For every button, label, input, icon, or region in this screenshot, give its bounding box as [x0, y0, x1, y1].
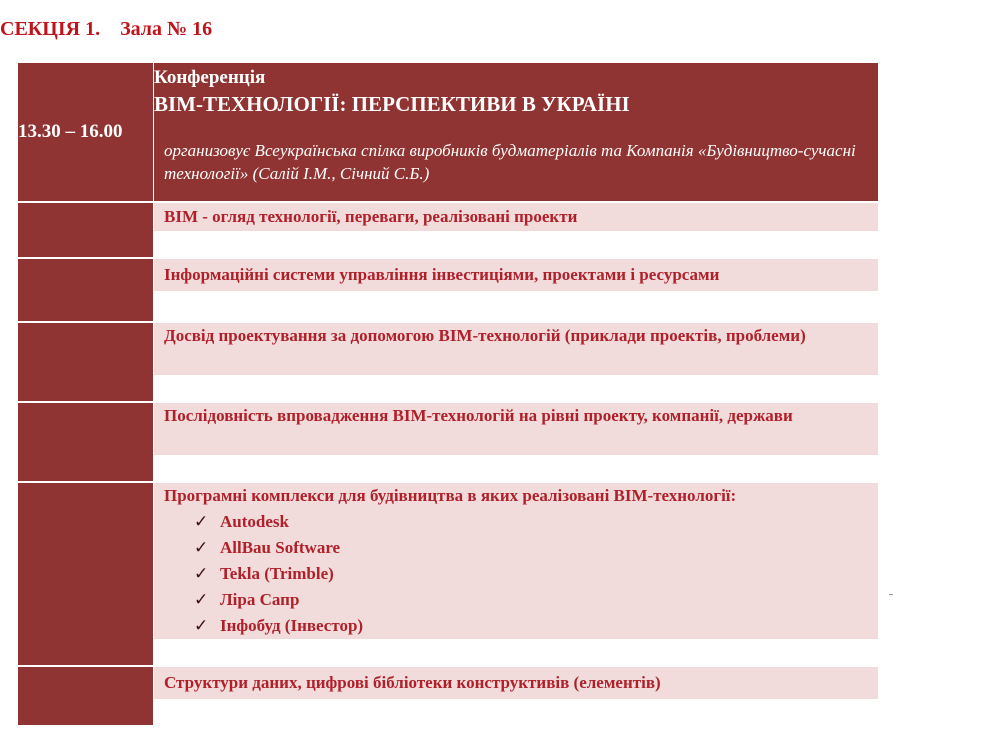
check-icon: ✓ — [194, 616, 209, 635]
check-icon: ✓ — [194, 512, 209, 531]
time-cell — [18, 203, 153, 257]
topic-text: Послідовність впровадження ВІМ-технологій на рівні проекту, компанії, держави — [164, 406, 793, 425]
organizer-note: организовує Всеукраїнська спілка виробників будматеріалів та Компанія «Будівництво-сучасні технології» (Салій І.М., Січний С.Б.) — [164, 141, 856, 183]
software-name: Autodesk — [220, 512, 289, 531]
conference-header — [154, 63, 878, 201]
topic-text: Структури даних, цифрові бібліотеки конструктивів (елементів) — [164, 673, 661, 692]
time-cell — [18, 483, 153, 665]
software-name: Інфобуд (Інвестор) — [220, 616, 364, 635]
time-cell — [18, 323, 153, 401]
topic-row — [154, 259, 878, 291]
check-icon: ✓ — [194, 590, 209, 609]
decorative-dash — [889, 594, 893, 595]
software-list — [164, 509, 868, 639]
program-table — [18, 63, 878, 725]
software-name: Ліра Сапр — [220, 590, 300, 609]
time-cell — [18, 259, 153, 321]
topic-row — [154, 203, 878, 231]
time-cell — [18, 63, 153, 201]
section-title: СЕКЦІЯ 1. Зала № 16 — [0, 18, 213, 40]
topic-row — [154, 483, 878, 639]
list-item — [194, 535, 868, 561]
time-cell — [18, 667, 153, 725]
session-time: 13.30 – 16.00 — [18, 121, 123, 142]
topic-text: Інформаційні системи управління інвестиціями, проектами і ресурсами — [164, 265, 720, 284]
software-name: AllBau Software — [220, 538, 341, 557]
conference-label: Конференція — [154, 67, 266, 88]
topic-row — [154, 323, 878, 375]
topic-text: Програмні комплекси для будівництва в яких реалізовані ВІМ-технології: — [164, 486, 737, 505]
list-item — [194, 587, 868, 613]
topic-text: Досвід проектування за допомогою ВІМ-технологій (приклади проектів, проблеми) — [164, 326, 806, 345]
check-icon: ✓ — [194, 538, 209, 557]
check-icon: ✓ — [194, 564, 209, 583]
list-item — [194, 613, 868, 639]
list-item — [194, 509, 868, 535]
list-item — [194, 561, 868, 587]
time-cell — [18, 403, 153, 481]
topic-row — [154, 403, 878, 455]
conference-title: ВІМ-ТЕХНОЛОГІЇ: ПЕРСПЕКТИВИ В УКРАЇНІ — [154, 92, 630, 116]
topic-text: ВІМ - огляд технології, переваги, реалізовані проекти — [164, 207, 578, 226]
software-name: Tekla (Trimble) — [220, 564, 334, 583]
topic-row — [154, 667, 878, 699]
